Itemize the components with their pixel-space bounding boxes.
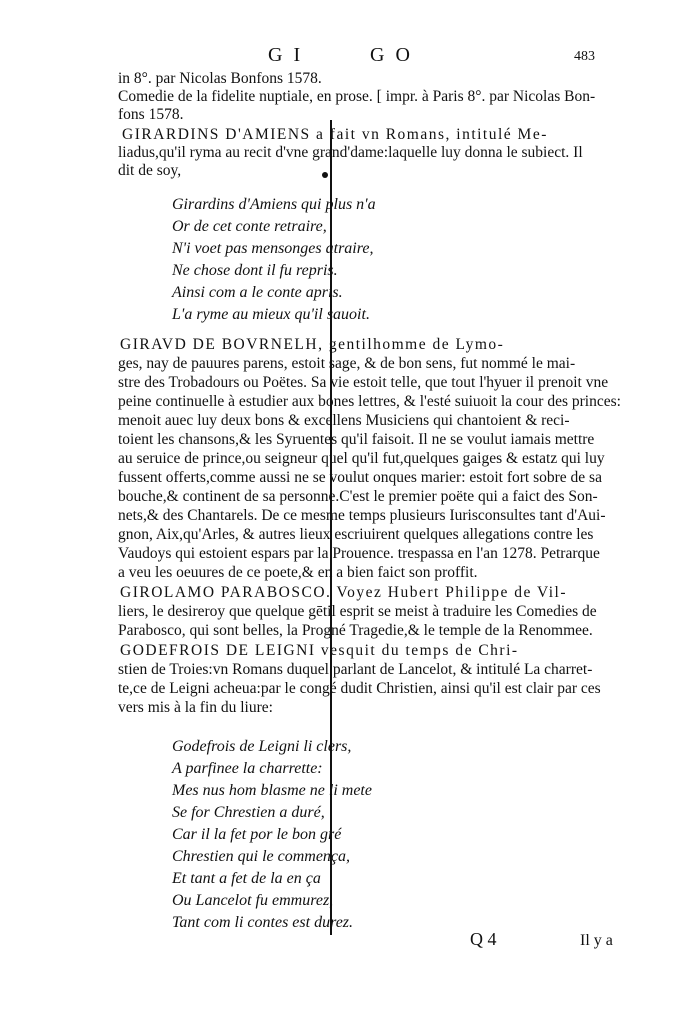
verse-line: Godefrois de Leigni li clers, [172,738,352,755]
verse-line: Ou Lancelot fu emmurez, [172,892,334,909]
text-line: vers mis à la fin du liure: [118,699,273,716]
running-header-left: G I [268,44,304,66]
text-line: Parabosco, qui sont belles, la Progné Tragedie,& le temple de la Renommee. [118,622,593,639]
text-line: au seruice de prince,ou seigneur quel qu'il fut,quelques gaiges & estatz qui luy [118,450,605,467]
verse-line: Mes nus hom blasme ne li mete [172,782,372,799]
text-line: fons 1578. [118,106,184,123]
text-line: liadus,qu'il ryma au recit d'vne grand'dame:laquelle luy donna le subiect. Il [118,144,583,161]
entry-heading: GIRARDINS D'AMIENS a fait vn Romans, intitulé Me- [122,126,548,143]
verse-line: Or de cet conte retraire, [172,218,327,235]
entry-heading: GIRAVD DE BOVRNELH, gentilhomme de Lymo- [120,336,505,353]
verse-line: Tant com li contes est durez. [172,914,354,931]
verse-line: L'a ryme au mieux qu'il sauoit. [172,306,370,323]
text-line: menoit auec luy deux bons & excellens Musiciens qui chantoient & reci- [118,412,570,429]
verse-line: Ne chose dont il fu repris. [172,262,338,279]
text-line: liers, le desireroy que quelque gētil esprit se meist à traduire les Comedies de [118,603,597,620]
text-line: ges, nay de pauures parens, estoit sage, & de bon sens, fut nommé le mai- [118,355,576,372]
text-line: peine continuelle à estudier aux bones lettres, & l'esté suiuoit la cour des princes: [118,393,621,410]
verse-line: N'i voet pas mensonges atraire, [172,240,374,257]
verse-line: A parfinee la charrette: [172,760,323,777]
text-line: bouche,& continent de sa personne.C'est le premier poëte qui a faict des Son- [118,488,598,505]
text-line: toient les chansons,& les Syruentes qu'il faisoit. Il ne se voulut iamais mettre [118,431,595,448]
verse-line: Car il la fet por le bon gré [172,826,342,843]
text-line: te,ce de Leigni acheua:par le congé dudit Christien, ainsi qu'il est clair par ces [118,680,601,697]
entry-heading: GODEFROIS DE LEIGNI vesquit du temps de Chri- [120,642,519,659]
text-line: dit de soy, [118,162,182,179]
text-line: stre des Trobadours ou Poëtes. Sa vie estoit telle, que tout l'hyuer il prenoit vne [118,374,609,391]
ink-dot [322,172,328,178]
text-line: Comedie de la fidelite nuptiale, en prose. [ impr. à Paris 8°. par Nicolas Bon- [118,88,596,105]
verse-line: Se for Chrestien a duré, [172,804,325,821]
verse-line: Et tant a fet de la en ça [172,870,321,887]
text-line: stien de Troies:vn Romans duquel parlant de Lancelot, & intitulé La charret- [118,661,593,678]
catchword: Il y a [580,932,613,949]
running-header-right: G O [370,44,413,66]
verse-line: Chrestien qui le commença, [172,848,351,865]
text-line: fussent offerts,comme aussi ne se voulut onques marier: estoit fort sobre de sa [118,469,602,486]
text-line: in 8°. par Nicolas Bonfons 1578. [118,70,322,87]
text-line: a veu les oeuures de ce poete,& en a bien faict son proffit. [118,564,478,581]
text-line: gnon, Aix,qu'Arles, & autres lieux escriuirent quelques allegations contre les [118,526,594,543]
page-number: 483 [574,49,595,64]
signature-mark: Q 4 [470,929,497,949]
verse-line: Girardins d'Amiens qui plus n'a [172,196,376,213]
entry-heading: GIROLAMO PARABOSCO. Voyez Hubert Philippe de Vil- [120,584,568,601]
verse-line: Ainsi com a le conte apris. [172,284,343,301]
text-line: Vaudoys qui estoient espars par la Prouence. trespassa en l'an 1278. Petrarque [118,545,600,562]
text-line: nets,& des Chantarels. De ce mesme temps plusieurs Iurisconsultes tant d'Aui- [118,507,606,524]
